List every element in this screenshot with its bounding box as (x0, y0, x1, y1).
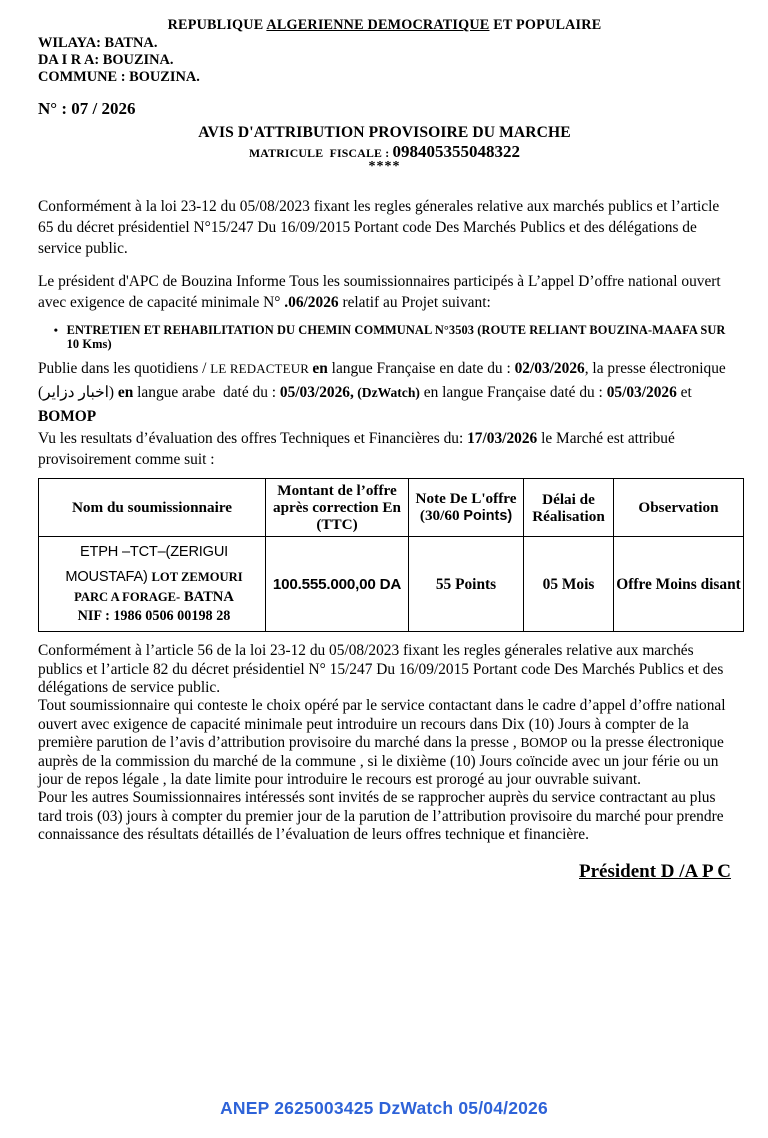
paragraph-closing-legal: Conformément à l’article 56 de la loi 23-12 du 05/08/2023 fixant les regles génerales relative aux marchés publics et l’article 82 du décret présidentiel N° 15/247 Du 16/09/2015 Portant code Des Marchés Publics et des délégations de service public. (38, 642, 724, 696)
header-delay: Délai de Réalisation (524, 479, 614, 537)
project-bullet (38, 321, 731, 351)
paragraph-recours (38, 697, 731, 789)
header-observation: Observation (614, 479, 744, 537)
cell-note: 55 Points (409, 537, 524, 632)
document-content (0, 17, 768, 884)
publication-fr-date-label-2: en langue Française daté du : (419, 384, 607, 402)
recours-post: ou la presse électronique auprès de la commission du marché de la commune , si le dixième (10) Jours coïncide avec un jour férie ou un jour de repos légale , la date limite pour introduire le recours est prorogé au jour ouvrable suivant. (38, 734, 724, 788)
doc-number: N° : 07 / 2026 (38, 98, 136, 118)
republic-pre: REPUBLIQUE (167, 17, 267, 33)
newspaper-arabic: (اخبار دزاير) (38, 384, 115, 402)
evaluation-date: 17/03/2026 (467, 430, 538, 448)
closing-block (38, 642, 731, 844)
recours-pre: Tout soumissionnaire qui conteste le choix opéré par le service contactant dans le cadre d’appel d’offre national ouvert avec exigence de capacité minimale peut introduire un recours dans Dix (10) Jours à compter de la première parution de l’avis d’attribution provisoire du marché dans la presse , (38, 697, 726, 752)
table-header-row (39, 479, 744, 537)
publication-intro: Publie dans les quotidiens / (38, 359, 211, 377)
header-amount: Montant de l’offre après correction En (TTC) (266, 479, 409, 537)
paragraph-evaluation (38, 428, 731, 470)
stars-separator: **** (368, 158, 401, 174)
project-bullet-text: ENTRETIEN ET REHABILITATION DU CHEMIN COMMUNAL N°3503 (ROUTE RELIANT BOUZINA-MAAFA SUR 10 Kms) (66, 322, 726, 351)
publication-date-2: 05/03/2026, (279, 384, 354, 402)
newspaper-le-redacteur: LE REDACTEUR (210, 361, 313, 376)
paragraph-legal-intro: Conformément à la loi 23-12 du 05/08/2023 fixant les regles génerales relative aux marchés publics et l’article 65 du décret présidentiel N°15/247 Du 16/09/2015 Portant code Des Marchés Publics et des délégations de service public. (38, 197, 720, 257)
announcement-number: .06/2026 (284, 293, 339, 311)
bidder-name-line2: MOUSTAFA) (65, 569, 152, 586)
paragraph-autres-soumissionnaires: Pour les autres Soumissionnaires intéressés sont invités de se rapprocher auprès du service contractant au plus tard trois (03) jours à compter du premier jour de la parution de l’attribution provisoire du marché pour prendre connaissance des résultats détaillés de l’évaluation de leurs offres technique et financière. (38, 789, 724, 844)
republic-post: ET POPULAIRE (489, 17, 602, 33)
wilaya-line: WILAYA: BATNA. (38, 35, 158, 51)
header-name: Nom du soumissionnaire (39, 479, 266, 537)
admin-block (38, 35, 731, 87)
page-title: AVIS D'ATTRIBUTION PROVISOIRE DU MARCHE (198, 123, 571, 141)
publication-date-3: 05/03/2026 (606, 384, 677, 402)
header-note (409, 479, 524, 537)
cell-amount: 100.555.000,00 DA (266, 537, 409, 632)
header-note-serif: Note De L'offre (30/60 (415, 490, 517, 525)
attribution-table (38, 478, 744, 632)
publication-ar-date-label: langue arabe daté du : (133, 384, 280, 402)
paragraph-announcement (38, 271, 731, 313)
matricule-label: MATRICULE FISCALE : (248, 145, 393, 160)
matricule-value: 098405355048322 (392, 141, 521, 161)
signature-line (38, 860, 731, 884)
bidder-name-line1: ETPH –TCT–(ZERIGUI (79, 544, 229, 561)
evaluation-pre: Vu les resultats d’évaluation des offres Techniques et Financières du: (38, 430, 468, 448)
republic-line (38, 17, 731, 33)
evaluation-post: le Marché est attribué provisoirement comme suit : (38, 430, 675, 469)
paragraph-publication (38, 357, 731, 429)
newspaper-bomop: BOMOP (38, 407, 97, 425)
cell-bidder-name (39, 537, 266, 632)
bidder-parc: PARC A FORAGE- (74, 590, 181, 605)
bidder-nif: NIF : 1986 0506 00198 28 (77, 608, 231, 625)
bidder-city: BATNA (180, 589, 234, 606)
table-row (39, 537, 744, 632)
anep-footer: ANEP 2625003425 DzWatch 05/04/2026 (220, 1098, 548, 1118)
publication-fr-date-label: langue Française en date du : (327, 359, 515, 377)
publication-epress-label: , la presse électronique (584, 359, 730, 377)
newspaper-dzwatch: (DzWatch) (353, 385, 420, 401)
daira-line: DA I R A: BOUZINA. (38, 52, 174, 69)
cell-observation: Offre Moins disant (614, 537, 744, 632)
announcement-post: relatif au Projet suivant: (338, 293, 491, 311)
header-note-sans: Points) (463, 508, 513, 525)
publication-et: et (676, 384, 696, 402)
republic-underlined: ALGERIENNE DEMOCRATIQUE (266, 17, 490, 33)
announcement-pre: Le président d'APC de Bouzina Informe Tous les soumissionnaires participés à L’appel D’offre national ouvert avec exigence de capacité minimale N° (38, 272, 721, 311)
publication-en-1: en (312, 359, 328, 377)
publication-en-2: en (117, 384, 134, 402)
cell-delay: 05 Mois (524, 537, 614, 632)
bidder-lot: LOT ZEMOURI (151, 570, 243, 585)
commune-line: COMMUNE : BOUZINA. (38, 69, 200, 86)
president-signature: Président D /A P C (579, 860, 731, 882)
bullet-icon: • (53, 322, 58, 337)
publication-date-1: 02/03/2026 (514, 359, 585, 377)
recours-bomop: BOMOP (520, 735, 568, 751)
